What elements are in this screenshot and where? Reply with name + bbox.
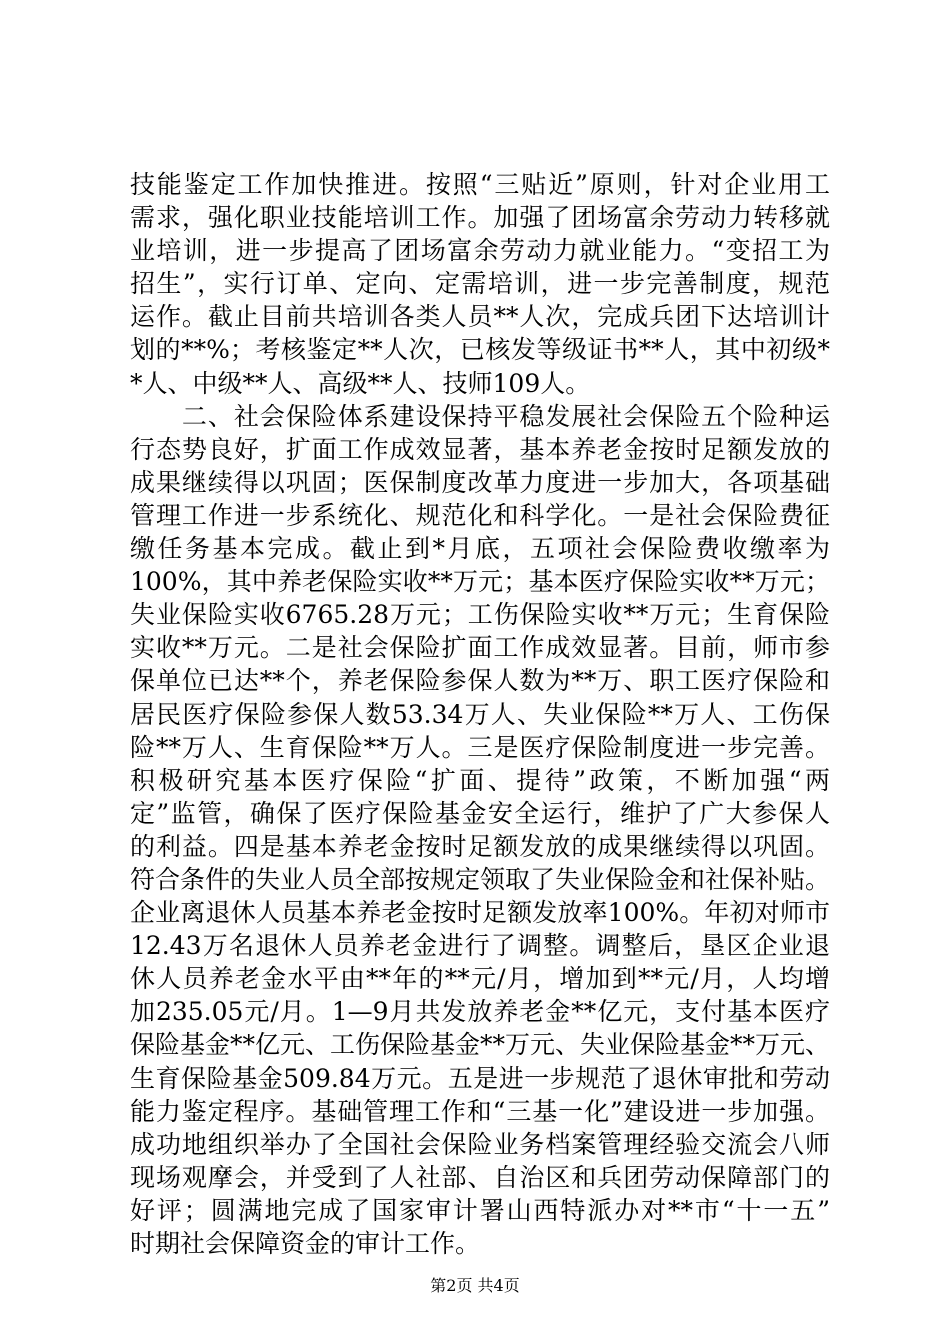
text-line: 成功地组织举办了全国社会保险业务档案管理经验交流会八师 [130,1129,830,1159]
text-line: 符合条件的失业人员全部按规定领取了失业保险金和社保补贴。 [130,864,831,894]
text-line: 居民医疗保险参保人数53.34万人、失业保险**万人、工伤保 [130,699,830,729]
text-line: 保险基金**亿元、工伤保险基金**万元、失业保险基金**万元、 [130,1030,831,1060]
text-line: *人、中级**人、高级**人、技师109人。 [130,368,591,398]
text-line: 险**万人、生育保险**万人。三是医疗保险制度进一步完善。 [130,732,830,762]
text-line: 现场观摩会，并受到了人社部、自治区和兵团劳动保障部门的 [130,1162,830,1192]
text-line: 二、社会保险体系建设保持平稳发展社会保险五个险种运 [130,401,830,431]
text-line: 成果继续得以巩固；医保制度改革力度进一步加大，各项基础 [130,467,830,497]
text-line: 行态势良好，扩面工作成效显著，基本养老金按时足额发放的 [130,434,830,464]
text-line: 企业离退休人员基本养老金按时足额发放率100%。年初对师市 [130,898,830,928]
text-line: 积极研究基本医疗保险“扩面、提待”政策，不断加强“两 [130,765,830,795]
text-line: 的利益。四是基本养老金按时足额发放的成果继续得以巩固。 [130,831,830,861]
text-line: 保单位已达**个，养老保险参保人数为**万、职工医疗保险和 [130,666,830,696]
text-line: 需求，强化职业技能培训工作。加强了团场富余劳动力转移就 [130,203,830,233]
text-line: 管理工作进一步系统化、规范化和科学化。一是社会保险费征 [130,500,830,530]
text-line: 划的**%；考核鉴定**人次，已核发等级证书**人，其中初级* [130,335,830,365]
body-text [130,168,830,1260]
text-line: 缴任务基本完成。截止到*月底，五项社会保险费收缴率为 [130,534,830,564]
text-line: 定”监管，确保了医疗保险基金安全运行，维护了广大参保人 [130,798,830,828]
text-line: 失业保险实收6765.28万元；工伤保险实收**万元；生育保险 [130,600,830,630]
text-line: 运作。截止目前共培训各类人员**人次，完成兵团下达培训计 [130,302,830,332]
text-line: 业培训，进一步提高了团场富余劳动力就业能力。“变招工为 [130,236,830,266]
page-footer: 第2页 共4页 [430,1276,520,1295]
text-line: 技能鉴定工作加快推进。按照“三贴近”原则，针对企业用工 [130,170,830,199]
text-line: 生育保险基金509.84万元。五是进一步规范了退休审批和劳动 [130,1063,830,1093]
text-line: 能力鉴定程序。基础管理工作和“三基一化”建设进一步加强。 [130,1096,830,1126]
text-line: 12.43万名退休人员养老金进行了调整。调整后，垦区企业退 [130,931,830,961]
text-line: 实收**万元。二是社会保险扩面工作成效显著。目前，师市参 [130,633,830,663]
text-line: 100%，其中养老保险实收**万元；基本医疗保险实收**万元； [130,567,830,597]
text-line: 休人员养老金水平由**年的**元/月，增加到**元/月，人均增 [130,964,830,994]
text-line: 好评；圆满地完成了国家审计署山西特派办对**市“十一五” [130,1195,830,1225]
text-line: 招生”，实行订单、定向、定需培训，进一步完善制度，规范 [130,269,830,299]
text-line: 时期社会保障资金的审计工作。 [130,1229,481,1258]
text-line: 加235.05元/月。1—9月共发放养老金**亿元，支付基本医疗 [130,997,830,1027]
